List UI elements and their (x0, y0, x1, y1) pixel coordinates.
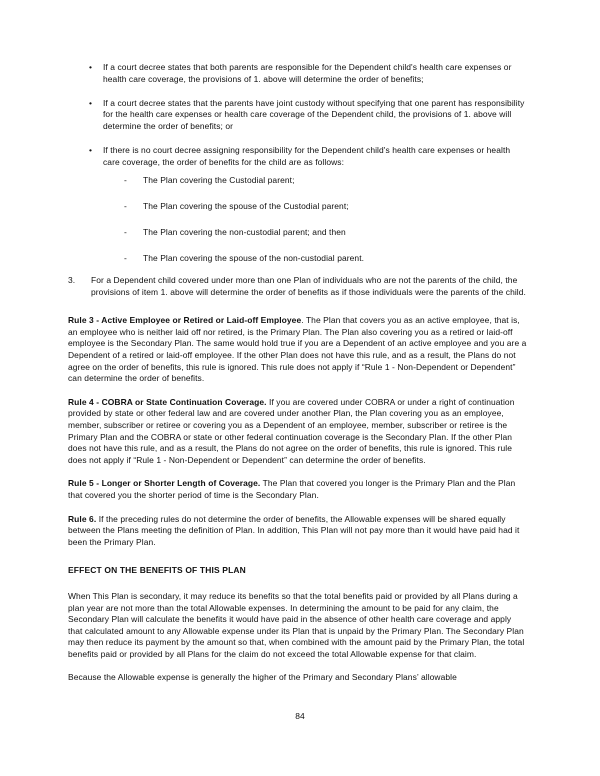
bullet-marker-icon: • (89, 62, 93, 72)
bullet-marker-icon: • (89, 144, 93, 155)
list-item-text: If a court decree states that the parents have joint custody without specifying that one parent has responsibility for the health care expenses or health care coverage of the Dependent child, the provisions of 1. above will determine the order of benefits; or (103, 97, 525, 131)
rule-4-heading: Rule 4 - COBRA or State Continuation Coverage. (68, 396, 267, 407)
dash-marker-icon: - (124, 175, 127, 186)
rule-6-paragraph (68, 514, 528, 549)
rule-5-body: The Plan that covered you longer is the Primary Plan and the Plan that covered you the shorter period of time is the Secondary Plan. (68, 478, 516, 500)
numbered-item-marker: 3. (68, 275, 76, 286)
list-item-text: If a court decree states that both parents are responsible for the Dependent child's health care expenses or health care coverage, the provisions of 1. above will determine the order of benefits; (103, 62, 512, 84)
list-item (68, 145, 528, 168)
list-item (68, 98, 528, 133)
court-decree-bullet-list (68, 62, 528, 168)
list-item-text: The Plan covering the Custodial parent; (143, 175, 295, 186)
order-of-benefits-sublist (68, 175, 528, 265)
dash-marker-icon: - (124, 201, 127, 212)
rule-5-paragraph (68, 478, 528, 501)
page-number: 84 (295, 711, 305, 721)
list-item-text: If there is no court decree assigning responsibility for the Dependent child's health care expenses or health care coverage, the order of benefits for the child are as follows: (103, 144, 511, 167)
effect-paragraph-1: When This Plan is secondary, it may reduce its benefits so that the total benefits paid or provided by all Plans during a plan year are not more than the total Allowable expenses. In determining the amount to be paid for any claim, the Secondary Plan will calculate the benefits it would have paid in the absence of other health care coverage and apply that calculated amount to any Allowable expense under its Plan that is unpaid by the Primary Plan. The Secondary Plan may then reduce its payment by the amount so that, when combined with the amount paid by the Primary Plan, the total benefits paid or provided by all Plans for the claim do not exceed the total Allowable expense for that claim. (68, 590, 525, 659)
numbered-item-text: For a Dependent child covered under more than one Plan of individuals who are not the parents of the child, the provisions of item 1. above will determine the order of benefits as if those individuals were the parents of the child. (91, 275, 526, 297)
rule-3-heading: Rule 3 - Active Employee or Retired or Laid-off Employee (68, 315, 302, 326)
rule-3-paragraph (68, 315, 528, 385)
rule-3-body: . The Plan that covers you as an active employee, that is, an employee who is neither laid off nor retired, is the Primary Plan. The Plan also covering you as a retired or laid-off employee is the Secondary Plan. The same would hold true if you are a Dependent of an active employee and you are a Dependent of a retired or laid-off employee. If the other Plan does not have this rule, and as a result, the Plans do not agree on the order of benefits, this rule is ignored. This rule does not apply if “Rule 1 - Non-Dependent or Dependent” can determine the order of benefits. (68, 315, 527, 384)
list-item (68, 201, 528, 213)
list-item (68, 62, 528, 85)
list-item (68, 227, 528, 239)
list-item-text: The Plan covering the non-custodial parent; and then (143, 227, 346, 238)
dash-marker-icon: - (124, 227, 127, 238)
rule-4-paragraph (68, 397, 528, 467)
dash-marker-icon: - (124, 253, 127, 264)
rule-6-body: If the preceding rules do not determine the order of benefits, the Allowable expenses will be shared equally between the Plans meeting the definition of Plan. In addition, This Plan will not pay more than it would have paid had it been the Primary Plan. (68, 513, 520, 547)
page-content (68, 62, 528, 684)
numbered-item-3 (68, 275, 528, 298)
rule-6-heading: Rule 6. (68, 513, 97, 524)
list-item (68, 253, 528, 265)
bullet-marker-icon: • (89, 97, 93, 108)
rule-4-body: If you are covered under COBRA or under a right of continuation provided by state or other federal law and are covered under another Plan, the Plan covering you as an employee, member, subscriber or retiree or covering you as a Dependent of an employee, member, subscriber or retiree is the Primary Plan and the COBRA or state or other federal continuation coverage is the Secondary Plan. If the other Plan does not have this rule, and as a result, the Plans do not agree on the order of benefits, this rule is ignored. This rule does not apply if “Rule 1 - Non-Dependent or Dependent” can determine the order of benefits. (68, 396, 515, 465)
list-item-text: The Plan covering the spouse of the non-custodial parent. (143, 253, 365, 264)
list-item (68, 175, 528, 187)
rule-5-heading: Rule 5 - Longer or Shorter Length of Coverage. (68, 478, 261, 489)
effect-on-benefits-heading: EFFECT ON THE BENEFITS OF THIS PLAN (68, 565, 246, 576)
effect-paragraph-2: Because the Allowable expense is generally the higher of the Primary and Secondary Plans’ allowable (68, 672, 457, 683)
list-item-text: The Plan covering the spouse of the Custodial parent; (143, 201, 349, 212)
